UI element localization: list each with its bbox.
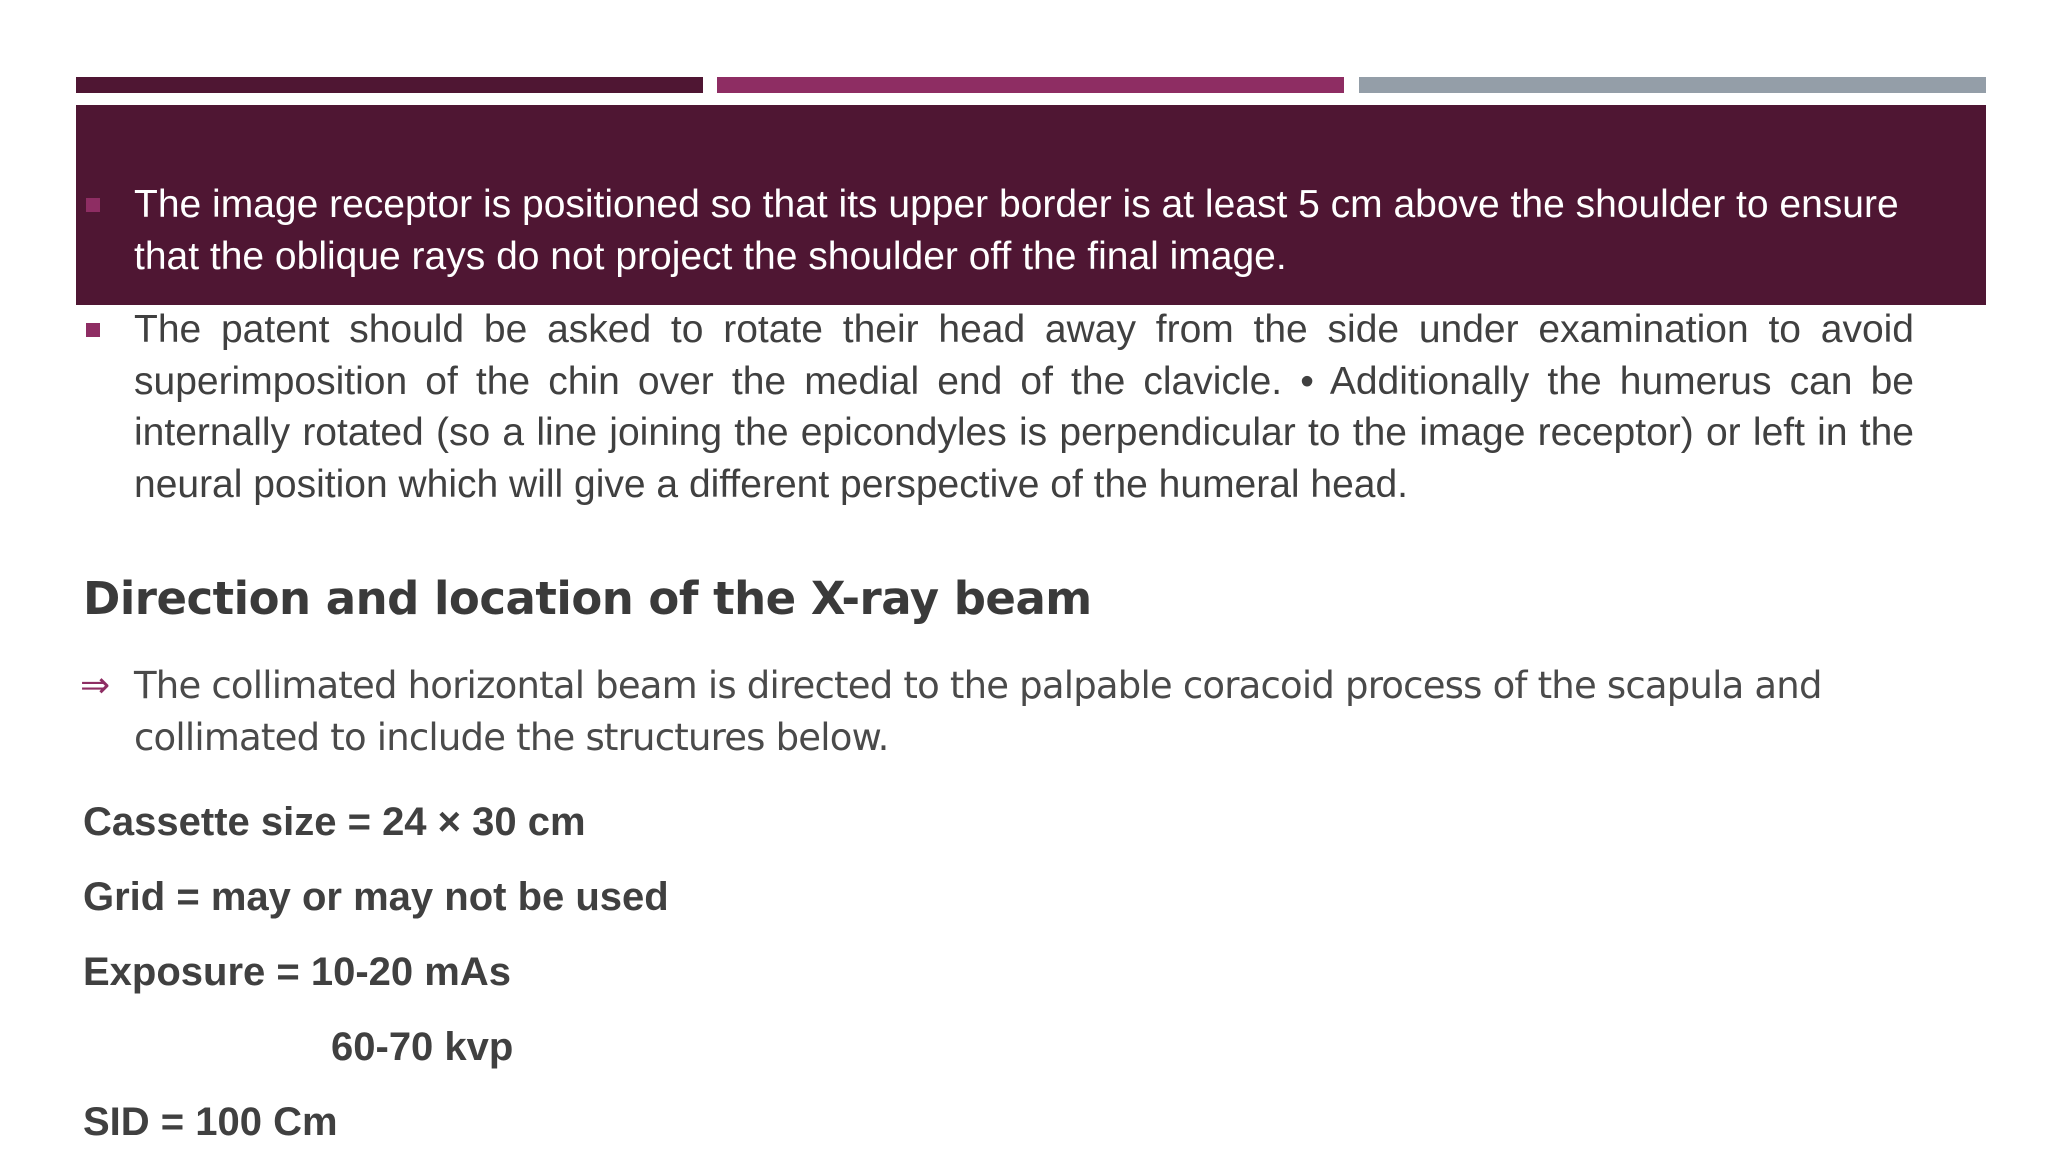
section-heading: Direction and location of the X-ray beam: [83, 572, 1092, 625]
top-stripe-dark: [76, 77, 703, 93]
bullet-item: [134, 304, 1914, 510]
spec-sid: SID = 100 Cm: [83, 1100, 338, 1144]
spec-cassette-size: Cassette size = 24 × 30 cm: [83, 800, 586, 844]
bullet-item: [134, 179, 1914, 282]
top-stripe-grey: [1359, 77, 1986, 93]
spec-grid: Grid = may or may not be used: [83, 875, 669, 919]
top-stripe-magenta: [717, 77, 1344, 93]
spec-kvp: 60-70 kvp: [331, 1025, 514, 1069]
spec-exposure: Exposure = 10-20 mAs: [83, 950, 511, 994]
double-arrow-icon: ⇒: [80, 665, 110, 706]
arrow-bullet-item: [80, 660, 1914, 763]
square-bullet-icon: [86, 198, 100, 212]
bullet-text: The patent should be asked to rotate their head away from the side under examination to avoid superimposition of the chin over the medial end of the clavicle. • Additionally the humerus can be internally rotated (so a line joining the epicondyles is perpendicular to the image receptor) or left in the neural position which will give a different perspective of the humeral head.: [134, 308, 1914, 506]
arrow-bullet-text: The collimated horizontal beam is directed to the palpable coracoid process of the scapula and collimated to include the structures below.: [134, 664, 1822, 759]
square-bullet-icon: [86, 323, 100, 337]
bullet-text: The image receptor is positioned so that its upper border is at least 5 cm above the shoulder to ensure that the oblique rays do not project the shoulder off the final image.: [134, 183, 1899, 278]
